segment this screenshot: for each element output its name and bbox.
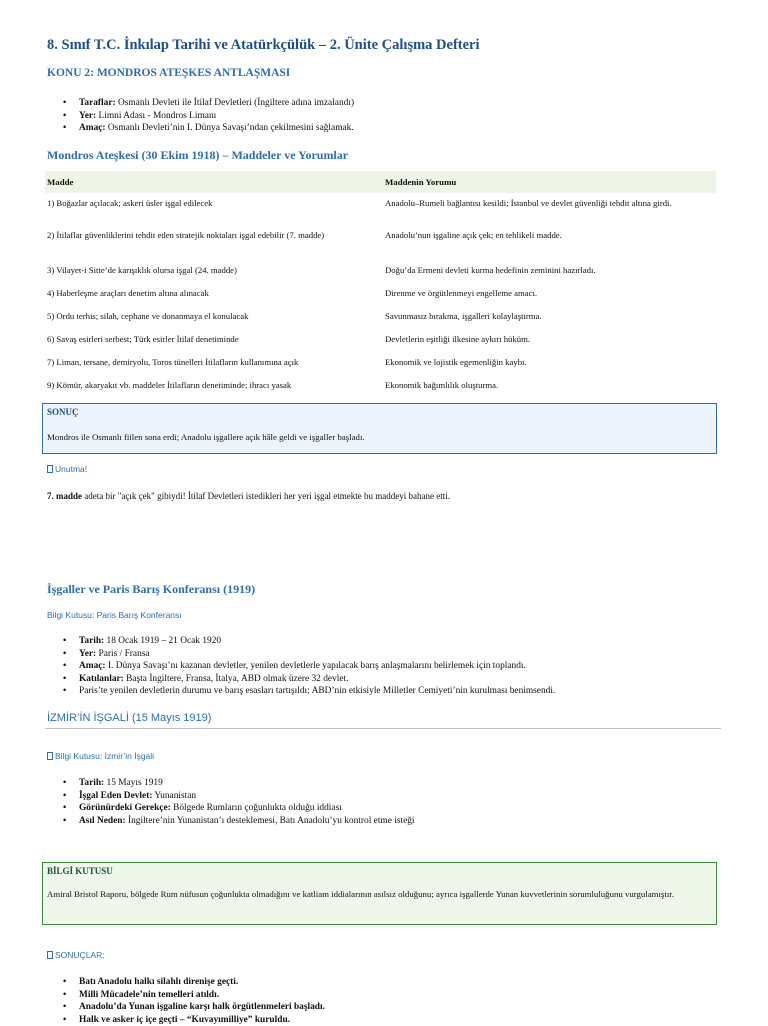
table-cell: Ekonomik ve lojistik egemenliğin kaybı. (385, 357, 527, 367)
table-cell: Anadolu–Rumeli bağlantısı kesildi; İstanbul ve devlet güvenliği tehdit altına girdi. (385, 198, 672, 208)
list-item: • Milli Mücadele’nin temelleri atıldı. (47, 989, 325, 1002)
table-row (45, 193, 716, 226)
bookmark-icon (47, 951, 53, 959)
table-cell: Ekonomik bağımlılık oluşturma. (385, 380, 499, 390)
bilgi-kutusu-box (42, 862, 717, 925)
table-cell: Anadolu’nun işgaline açık çek; en tehlikeli madde. (385, 230, 562, 240)
column-header: Maddenin Yorumu (383, 171, 716, 193)
list-item: • Görünürdeki Gerekçe: Bölgede Rumların çoğunlukta olduğu iddiası (47, 802, 415, 815)
list-item: • Amaç: I. Dünya Savaşı’nı kazanan devletler, yenilen devletlerle yapılacak barış anlaşmalarını belirlemek için toplandı. (47, 660, 555, 673)
unutma-label: Unutma! (47, 464, 87, 474)
list-item: • Asıl Neden: İngiltere’nin Yunanistan’ı desteklemesi, Batı Anadolu’yu kontrol etme isteği (47, 815, 415, 828)
table-row (45, 308, 716, 331)
bilgi-kutusu-text: Amiral Bristol Raporu, bölgede Rum nüfusun çoğunlukta olmadığını ve katliam iddialarının asılsız olduğunu; ayrıca işgallerde Yunan kuvvetlerinin sorumluluğunu vurgulamıştır. (47, 889, 674, 899)
table-row (45, 354, 716, 377)
table-cell: 7) Liman, tersane, demiryolu, Toros tünelleri İtilafların kullanımına açık (47, 357, 299, 367)
list-item: • Halk ve asker iç içe geçti – “Kuvayımilliye” kuruldu. (47, 1014, 325, 1026)
list-item: • Tarih: 18 Ocak 1919 – 21 Ocak 1920 (47, 635, 555, 648)
intro-list (47, 97, 354, 135)
table-cell: 4) Haberleşme araçları denetim altına alınacak (47, 288, 209, 298)
table-cell: 1) Boğazlar açılacak; askeri üsler işgal edilecek (47, 198, 213, 208)
list-item: • İşgal Eden Devlet: Yunanistan (47, 790, 415, 803)
sonuc-text: Mondros ile Osmanlı fiilen sona erdi; Anadolu işgallere açık hâle geldi ve işgaller başladı. (47, 432, 365, 442)
articles-table (45, 171, 716, 400)
table-row (45, 285, 716, 308)
paris-list (47, 635, 555, 698)
table-header-row (45, 171, 716, 193)
sonuclar-label: SONUÇLAR: (47, 950, 105, 960)
list-item: • Taraflar: Osmanlı Devleti ile İtilaf Devletleri (İngiltere adına imzalandı) (47, 97, 354, 110)
topic-heading: KONU 2: MONDROS ATEŞKES ANTLAŞMASI (47, 67, 291, 79)
bookmark-icon (47, 465, 53, 473)
izmir-list (47, 777, 415, 827)
table-cell: 2) İtilaflar güvenliklerini tehdit eden stratejik noktaları işgal edebilir (7. madde) (47, 230, 325, 240)
table-row (45, 377, 716, 400)
list-item: • Amaç: Osmanlı Devleti’nin I. Dünya Savaşı’ndan çekilmesini sağlamak. (47, 122, 354, 135)
izmir-box-label: Bilgi Kutusu: İzmir’in İşgali (47, 751, 154, 761)
table-row (45, 262, 716, 285)
list-item: • Paris’te yenilen devletlerin durumu ve barış esasları tartışıldı; ABD’nin etkisiyle Milletler Cemiyeti’nin kurulması benimsendi. (47, 685, 555, 698)
articles-heading: Mondros Ateşkesi (30 Ekim 1918) – Maddeler ve Yorumlar (47, 148, 349, 162)
table-cell: 6) Savaş esirleri serbest; Türk esirler İtilaf denetiminde (47, 334, 239, 344)
table-cell: 3) Vilayet-i Sitte’de karışıklık olursa işgal (24. madde) (47, 265, 237, 275)
unutma-note: 7. madde adeta bir "açık çek" gibiydi! İtilaf Devletleri istedikleri her yeri işgal etmekte bu maddeyi bahane etti. (47, 491, 450, 501)
table-cell: 5) Ordu terhis; silah, cephane ve donanmaya el konulacak (47, 311, 249, 321)
list-item: • Yer: Paris / Fransa (47, 648, 555, 661)
page-title: 8. Sınıf T.C. İnkılap Tarihi ve Atatürkçülük – 2. Ünite Çalışma Defteri (47, 37, 480, 53)
divider (45, 728, 721, 729)
table-cell: Devletlerin eşitliği ilkesine aykırı hüküm. (385, 334, 531, 344)
table-row (45, 226, 716, 262)
list-item: • Yer: Limni Adası - Mondros Limanı (47, 110, 354, 123)
table-cell: 9) Kömür, akaryakıt vb. maddeler İtilafların denetiminde; ihracı yasak (47, 380, 292, 390)
sonuc-title: SONUÇ (47, 407, 79, 417)
bookmark-icon (47, 752, 53, 760)
izmir-heading: İZMİR’İN İŞGALİ (15 Mayıs 1919) (47, 712, 212, 724)
list-item: • Katılanlar: Başta İngiltere, Fransa, İtalya, ABD olmak üzere 32 devlet. (47, 673, 555, 686)
table-row (45, 331, 716, 354)
table-cell: Direnme ve örgütlenmeyi engelleme amacı. (385, 288, 538, 298)
sonuc-box (42, 403, 717, 454)
column-header: Madde (45, 171, 383, 193)
sonuclar-list (47, 976, 325, 1026)
list-item: • Tarih: 15 Mayıs 1919 (47, 777, 415, 790)
list-item: • Anadolu’da Yunan işgaline karşı halk örgütlenmeleri başladı. (47, 1001, 325, 1014)
paris-box-label: Bilgi Kutusu: Paris Barış Konferansı (47, 610, 182, 620)
bilgi-kutusu-title: BİLGİ KUTUSU (47, 866, 113, 876)
list-item: • Batı Anadolu halkı silahlı direnişe geçti. (47, 976, 325, 989)
paris-heading: İşgaller ve Paris Barış Konferansı (1919) (47, 582, 256, 596)
table-cell: Doğu’da Ermeni devleti kurma hedefinin zeminini hazırladı. (385, 265, 596, 275)
table-cell: Savunmasız bırakma, işgalleri kolaylaştırma. (385, 311, 542, 321)
